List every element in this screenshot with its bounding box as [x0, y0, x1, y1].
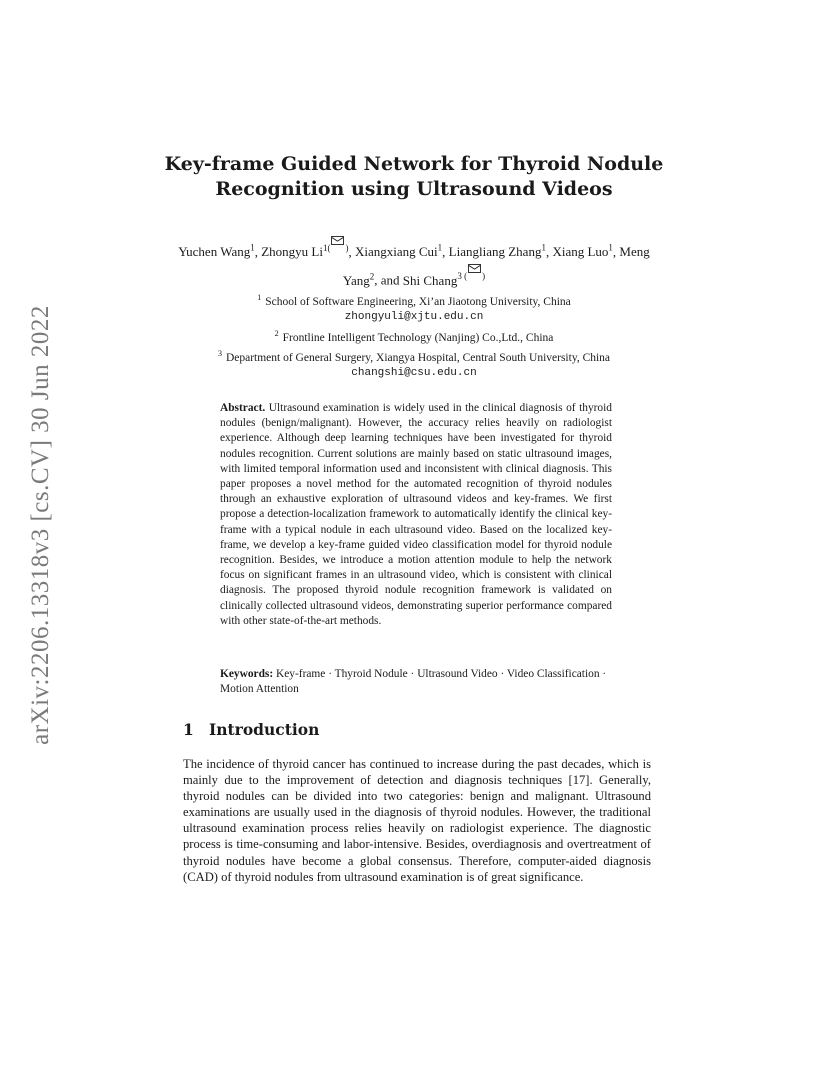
affiliation-item: $^3$ Department of General Surgery, Xiangya Hospital, Central South University, China: [217, 349, 611, 364]
envelope-icon: [331, 236, 344, 245]
author: Zhongyu $Li^{1( )}$: [261, 244, 348, 259]
keywords-label: Keywords:: [220, 668, 274, 680]
section-heading: [183, 720, 319, 739]
author-list: Yuchen Wang$^1$, Zhongyu $Li^{1( )}$, Xiangxiang Cui$^1$, Liangliang Zhang$^1$, Xiang Luo$^1$, Meng Yang$^2$, and Shi Chang$^{3 ( )}$: [176, 236, 652, 293]
arxiv-identifier: arXiv:2206.13318v3 [cs.CV] 30 Jun 2022: [27, 305, 54, 745]
author: Xiang Luo$^1$: [552, 243, 613, 260]
affiliation-email[interactable]: zhongyuli@xjtu.edu.cn: [344, 311, 484, 324]
author: Liangliang Zhang$^1$: [448, 243, 546, 260]
abstract-text: Ultrasound examination is widely used in the clinical diagnosis of thyroid nodules (benign/malignant). However, the accuracy relies heavily on radiologist experience. Although deep learning techniques have been investigated for thyroid nodules recognition. Current solutions are mainly based on static ultrasound images, with limited temporal information used and inconsistent with clinical diagnosis. This paper proposes a novel method for the automated recognition of thyroid nodules through an exhaustive exploration of ultrasound videos and key-frames. We first propose a detection-localization framework to automatically identify the clinical key-frame with a typical nodule in each ultrasound video. Based on the localized key-frame, we develop a key-frame guided video classification model for thyroid nodule recognition. Besides, we introduce a motion attention module to help the network focus on significant frames in an ultrasound video, which is consistent with clinical diagnosis. The proposed thyroid nodule recognition framework is validated on clinically collected ultrasound videos, demonstrating superior performance compared with other state-of-the-art methods.: [220, 402, 612, 627]
keywords-text: Key-frame · Thyroid Nodule · Ultrasound Video · Video Classification · Motion Attention: [220, 668, 607, 696]
arxiv-sidebar: [24, 290, 58, 760]
affiliation-item: $^1$ School of Software Engineering, Xi’an Jiaotong University, China: [257, 293, 571, 308]
paper-title: Key-frame Guided Network for Thyroid Nodule Recognition using Ultrasound Videos: [164, 153, 664, 200]
abstract: [220, 401, 612, 629]
author: Xiangxiang Cui$^1$: [354, 243, 443, 260]
introduction-paragraph: The incidence of thyroid cancer has continued to increase during the past decades, which is mainly due to the improvement of detection and diagnosis techniques [17]. Generally, thyroid nodules can be divided into two categories: benign and malignant. Ultrasound examinations are usually used in the diagnosis of thyroid nodules. However, the traditional ultrasound examination process relies heavily on radiologist experience. The diagnostic process is time-consuming and labor-intensive. Besides, overdiagnosis and overtreatment of thyroid nodules have become a global consensus. Therefore, computer-aided diagnosis (CAD) of thyroid nodules from ultrasound examination is of great significance.: [183, 757, 651, 884]
section-number: 1: [183, 720, 194, 739]
affiliations: [150, 290, 678, 382]
author: Shi Chang$^{3 ( )}$: [403, 273, 485, 288]
section-title: Introduction: [209, 720, 320, 739]
abstract-label: Abstract.: [220, 402, 266, 414]
affiliation-email[interactable]: changshi@csu.edu.cn: [351, 367, 477, 380]
author: Meng Yang$^2$: [342, 244, 650, 288]
author: Yuchen Wang$^1$: [178, 243, 255, 260]
affiliation-item: $^2$ Frontline Intelligent Technology (Nanjing) Co.,Ltd., China: [274, 328, 554, 344]
keywords: [220, 667, 612, 697]
envelope-icon: [468, 264, 481, 273]
